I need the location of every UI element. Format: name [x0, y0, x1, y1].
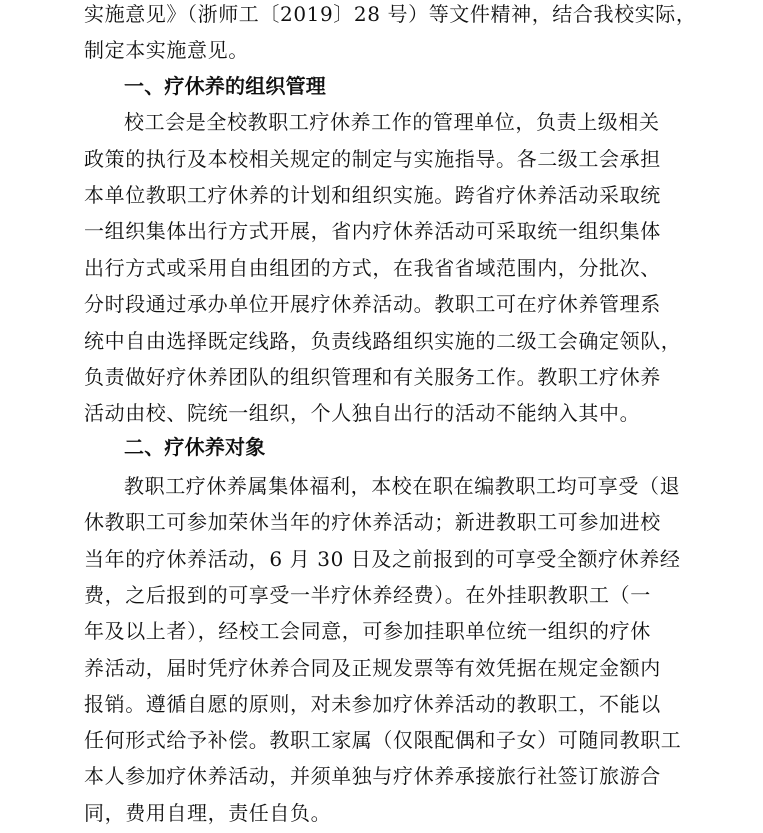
paragraph-line: 活动由校、院统一组织，个人独自出行的活动不能纳入其中。: [84, 401, 641, 425]
paragraph-line: 分时段通过承办单位开展疗休养活动。教职工可在疗休养管理系: [84, 292, 661, 316]
paragraph-line: 统中自由选择既定线路，负责线路组织实施的二级工会确定领队，: [84, 329, 682, 353]
paragraph-line: 政策的执行及本校相关规定的制定与实施指导。各二级工会承担: [84, 147, 661, 171]
paragraph-line: 出行方式或采用自由组团的方式，在我省省域范围内，分批次、: [84, 256, 661, 280]
section-heading: 一、疗休养的组织管理: [124, 74, 326, 98]
paragraph-line: 制定本实施意见。: [84, 38, 249, 62]
paragraph-line: 本人参加疗休养活动，并须单独与疗休养承接旅行社签订旅游合: [84, 764, 661, 788]
paragraph-line: 教职工疗休养属集体福利，本校在职在编教职工均可享受（退: [124, 474, 681, 498]
paragraph-line: 任何形式给予补偿。教职工家属（仅限配偶和子女）可随同教职工: [84, 728, 682, 752]
paragraph-line: 本单位教职工疗休养的计划和组织实施。跨省疗休养活动采取统: [84, 183, 661, 207]
paragraph-line: 负责做好疗休养团队的组织管理和有关服务工作。教职工疗休养: [84, 365, 661, 389]
paragraph-line: 费，之后报到的可享受一半疗休养经费）。在外挂职教职工（一: [84, 583, 651, 607]
paragraph-line: 一组织集体出行方式开展，省内疗休养活动可采取统一组织集体: [84, 219, 661, 243]
section-heading: 二、疗休养对象: [124, 435, 266, 459]
paragraph-line: 报销。遵循自愿的原则，对未参加疗休养活动的教职工，不能以: [84, 692, 661, 716]
paragraph-line: 同，费用自理，责任自负。: [84, 801, 332, 825]
paragraph-line: 休教职工可参加荣休当年的疗休养活动；新进教职工可参加进校: [84, 510, 661, 534]
paragraph-line: 养活动，届时凭疗休养合同及正规发票等有效凭据在规定金额内: [84, 656, 661, 680]
paragraph-line: 当年的疗休养活动，6 月 30 日及之前报到的可享受全额疗休养经: [84, 547, 681, 571]
paragraph-line: 年及以上者），经校工会同意，可参加挂职单位统一组织的疗休: [84, 619, 651, 643]
paragraph-line: 校工会是全校教职工疗休养工作的管理单位，负责上级相关: [124, 110, 660, 134]
paragraph-line: 实施意见》（浙师工〔2019〕28 号）等文件精神，结合我校实际，: [84, 2, 697, 26]
